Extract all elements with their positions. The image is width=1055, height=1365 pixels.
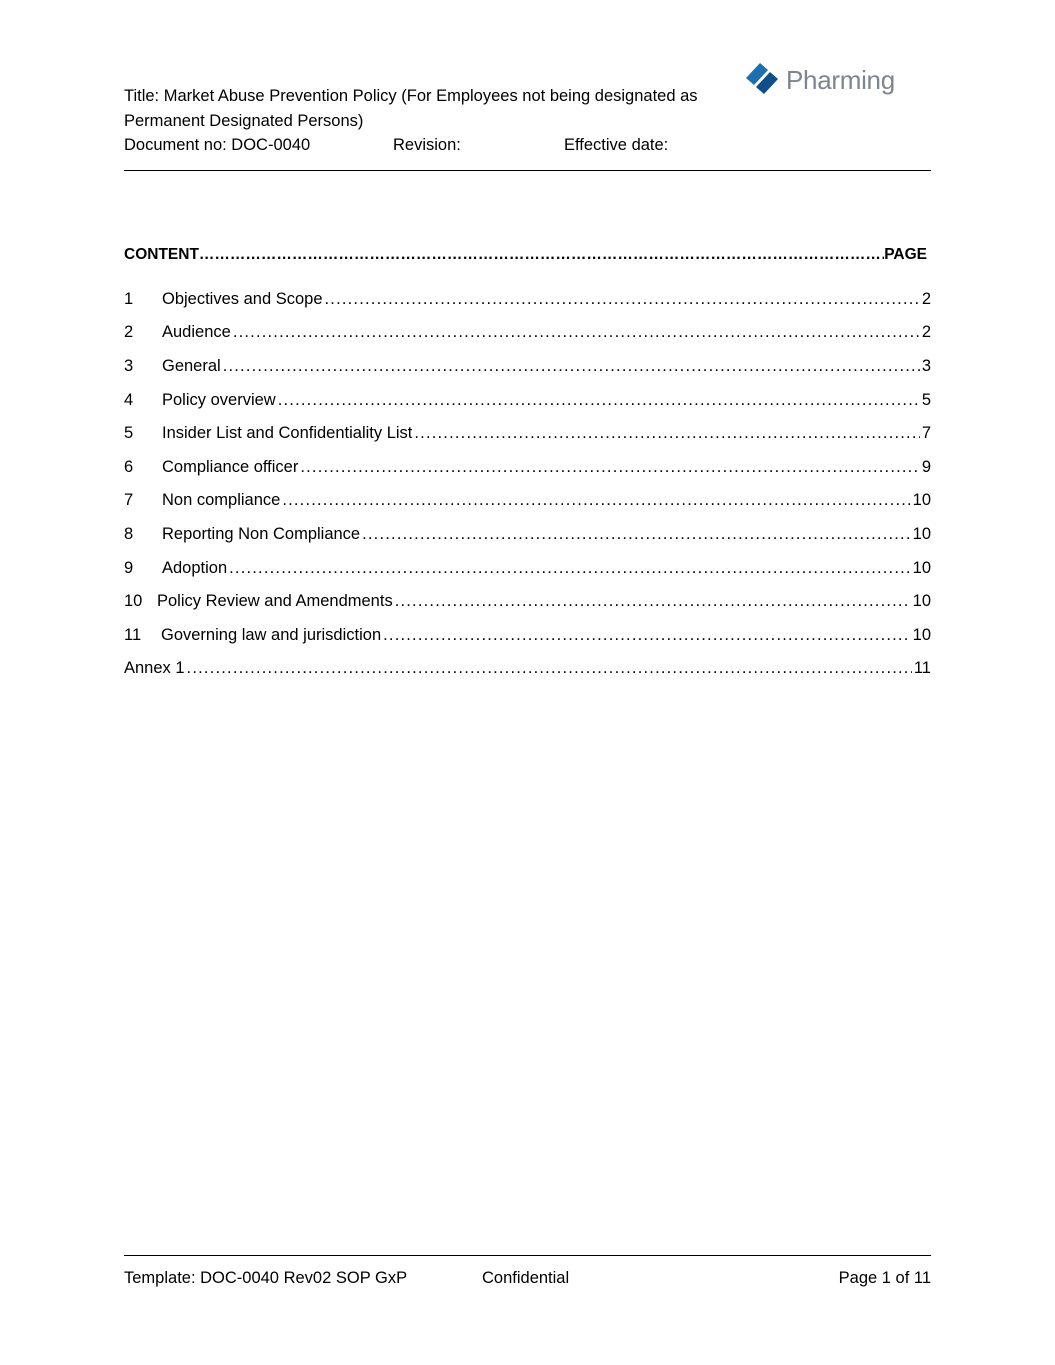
footer-page-number: Page 1 of 11 — [838, 1269, 931, 1287]
revision-label: Revision: — [393, 136, 461, 154]
toc-entry-label: Policy overview — [162, 390, 276, 409]
toc-entry-number: 8 — [124, 524, 134, 543]
toc-leader-dots — [362, 523, 911, 545]
toc-entry-page: 10 — [912, 524, 931, 543]
toc-leader-dots — [229, 557, 911, 579]
toc-entry-label: Annex 1 — [124, 659, 185, 678]
toc-entry-page: 10 — [912, 491, 931, 510]
toc-entry[interactable] — [124, 484, 931, 518]
toc-entry-label: Reporting Non Compliance — [162, 524, 361, 543]
toc-entry-label: Governing law and jurisdiction — [161, 625, 382, 644]
toc-entry-number: 7 — [124, 491, 134, 510]
toc-leader-dots — [300, 456, 919, 478]
footer-divider — [124, 1255, 931, 1256]
toc-entry[interactable] — [124, 551, 931, 585]
toc-entry-page: 5 — [921, 390, 931, 409]
toc-entry-number: 1 — [124, 289, 134, 308]
toc-entry[interactable] — [124, 450, 931, 484]
header-divider — [124, 170, 931, 171]
toc-entry-number: 9 — [124, 558, 134, 577]
effective-date-label: Effective date: — [564, 136, 669, 154]
toc-leader-dots — [383, 624, 911, 646]
pharming-logo-icon — [742, 60, 782, 100]
footer-template: Template: DOC-0040 Rev02 SOP GxP — [124, 1269, 408, 1287]
toc-entry-label: Adoption — [162, 558, 228, 577]
logo-text: Pharming — [786, 65, 895, 95]
toc-entry-page: 7 — [921, 424, 931, 443]
toc-leader-dots — [282, 489, 910, 511]
toc-leader-dots — [325, 288, 920, 310]
toc-entry-page: 2 — [921, 289, 931, 308]
toc-entry-page: 10 — [912, 592, 931, 611]
toc-entry-label: General — [162, 356, 221, 375]
toc-entry-number: 3 — [124, 356, 134, 375]
toc-entry-label: Objectives and Scope — [162, 289, 323, 308]
toc-entry-label: Audience — [162, 323, 231, 342]
toc-entry-label: Non compliance — [162, 491, 281, 510]
pharming-logo — [742, 60, 895, 100]
toc-entry[interactable] — [124, 652, 931, 686]
toc-leader-dots — [223, 355, 920, 377]
toc-leader-dots — [395, 590, 911, 612]
toc-leader-dots — [187, 657, 912, 679]
toc-entry[interactable] — [124, 618, 931, 652]
toc-entry-number: 4 — [124, 390, 134, 409]
table-of-contents — [124, 282, 931, 685]
toc-entry-label: Insider List and Confidentiality List — [162, 424, 413, 443]
toc-entry-number: 10 — [124, 592, 143, 611]
toc-entry-page: 2 — [921, 323, 931, 342]
toc-entry-number: 6 — [124, 457, 134, 476]
toc-heading — [124, 244, 927, 266]
toc-leader-dots — [278, 389, 920, 411]
toc-entry[interactable] — [124, 517, 931, 551]
document-title: Title: Market Abuse Prevention Policy (For Employees not being designated as Permanent Designated Persons) — [124, 87, 698, 130]
document-number: Document no: DOC-0040 — [124, 136, 311, 154]
toc-entry-page: 10 — [912, 625, 931, 644]
toc-entry-number: 11 — [124, 625, 142, 644]
toc-entry-page: 11 — [913, 659, 931, 678]
toc-entry-page: 3 — [921, 356, 931, 375]
document-meta — [124, 133, 824, 158]
footer-classification: Confidential — [482, 1269, 570, 1287]
toc-entry-page: 9 — [921, 457, 931, 476]
toc-entry-page: 10 — [912, 558, 931, 577]
toc-heading-content: CONTENT …………………………………………………………………………………………………………………………………………………………………………………………………… — [124, 244, 884, 266]
toc-entry-number: 2 — [124, 323, 134, 342]
toc-entry[interactable] — [124, 349, 931, 383]
toc-entry-number: 5 — [124, 424, 134, 443]
toc-leader-dots — [414, 422, 919, 444]
toc-entry-label: Policy Review and Amendments — [157, 592, 393, 611]
toc-entry[interactable] — [124, 282, 931, 316]
toc-leader-dots — [233, 321, 920, 343]
toc-entry[interactable] — [124, 316, 931, 350]
toc-entry[interactable] — [124, 416, 931, 450]
toc-entry[interactable] — [124, 584, 931, 618]
toc-heading-page: PAGE — [884, 246, 927, 263]
toc-entry-label: Compliance officer — [162, 457, 299, 476]
toc-entry[interactable] — [124, 383, 931, 417]
